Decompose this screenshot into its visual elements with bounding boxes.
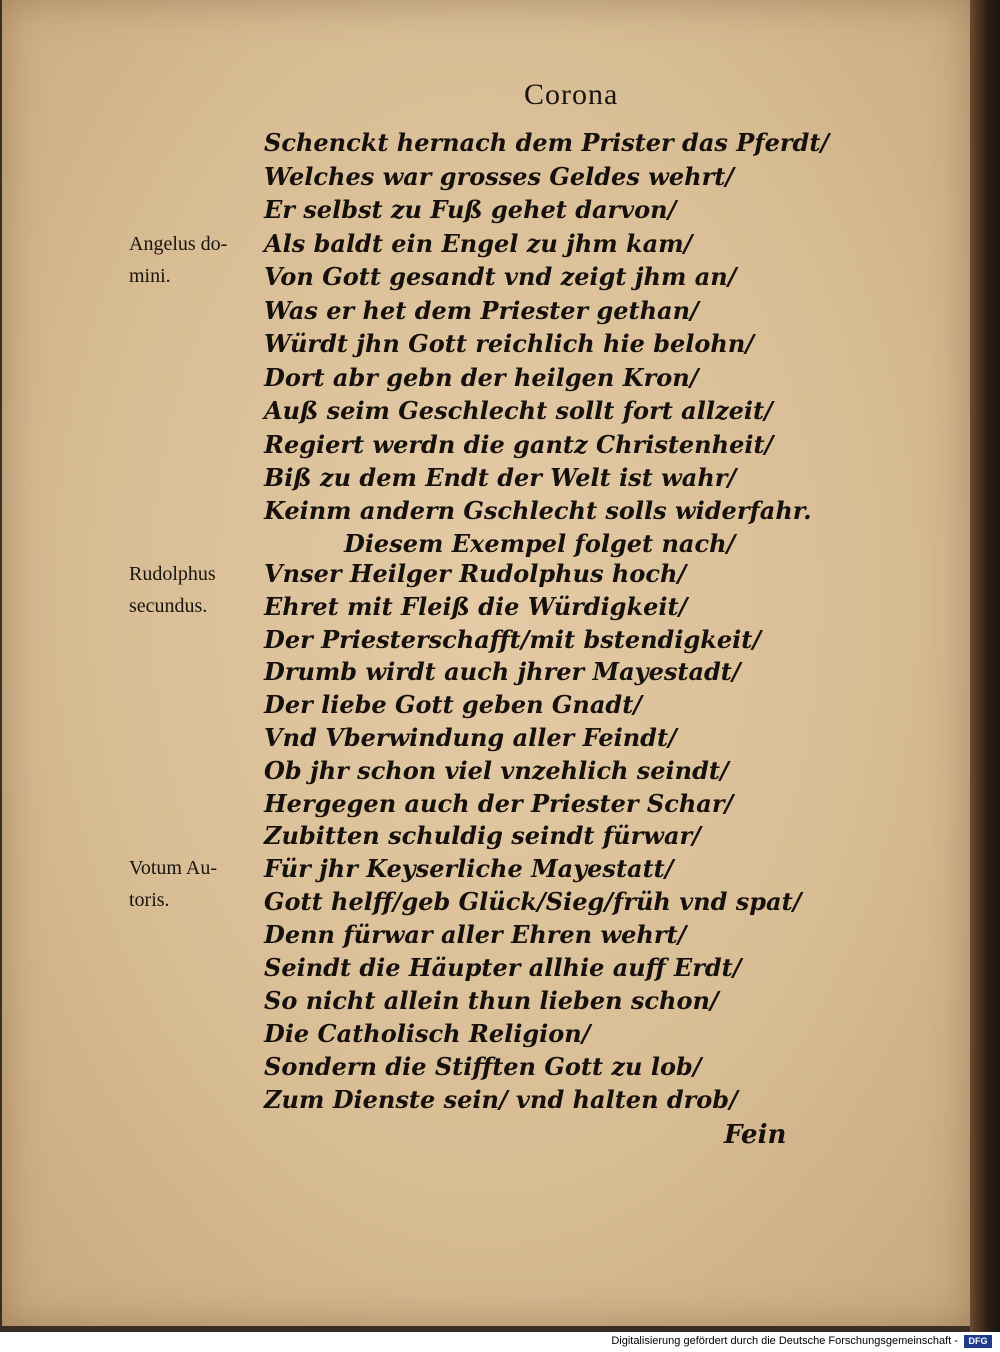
verse-line: Ob jhr schon viel vnzehlich seindt/: [264, 756, 729, 785]
book-edge: [970, 0, 1000, 1332]
verse-line: Auß seim Geschlecht sollt fort allzeit/: [264, 396, 773, 425]
verse-line: Drumb wirdt auch jhrer Mayestadt/: [264, 657, 741, 686]
margin-note-line: toris.: [129, 889, 170, 911]
margin-note-angelus: [129, 228, 227, 292]
verse-line: Seindt die Häupter allhie auff Erdt/: [264, 953, 742, 982]
verse-line: Denn fürwar aller Ehren wehrt/: [264, 920, 687, 949]
verse-line: Keinm andern Gschlecht solls widerfahr.: [264, 496, 812, 525]
margin-note-line: Votum Au-: [129, 857, 217, 879]
verse-line: Regiert werdn die gantz Christenheit/: [264, 430, 774, 459]
verse-line: Als baldt ein Engel zu jhm kam/: [264, 229, 693, 258]
verse-line: Schenckt hernach dem Prister das Pferdt/: [264, 128, 830, 157]
funding-credit: Digitalisierung gefördert durch die Deutsche Forschungsgemeinschaft -: [611, 1335, 958, 1347]
dfg-logo: DFG: [964, 1335, 992, 1348]
verse-line-indented: Diesem Exempel folget nach/: [344, 529, 736, 558]
verse-line: Die Catholisch Religion/: [264, 1019, 591, 1048]
verse-line: Dort abr gebn der heilgen Kron/: [264, 363, 699, 392]
verse-line: Gott helff/geb Glück/Sieg/früh vnd spat/: [264, 887, 802, 916]
verse-line: Zubitten schuldig seindt fürwar/: [264, 821, 701, 850]
margin-note-rudolphus: [129, 558, 216, 622]
verse-line: So nicht allein thun lieben schon/: [264, 986, 719, 1015]
verse-line: Vnser Heilger Rudolphus hoch/: [264, 559, 687, 588]
margin-note-line: Angelus do-: [129, 233, 228, 255]
margin-note-votum: [129, 852, 217, 916]
verse-line: Würdt jhn Gott reichlich hie belohn/: [264, 329, 755, 358]
margin-note-line: secundus.: [129, 595, 208, 617]
verse-line: Zum Dienste sein/ vnd halten drob/: [264, 1085, 738, 1114]
margin-note-line: Rudolphus: [129, 563, 216, 585]
verse-line: Der liebe Gott geben Gnadt/: [264, 690, 643, 719]
catchword: Fein: [724, 1120, 787, 1150]
footer-bar: [0, 1332, 1000, 1352]
margin-note-line: mini.: [129, 265, 171, 287]
verse-line: Von Gott gesandt vnd zeigt jhm an/: [264, 262, 737, 291]
verse-line: Ehret mit Fleiß die Würdigkeit/: [264, 592, 688, 621]
verse-line: Was er het dem Priester gethan/: [264, 296, 699, 325]
verse-line: Er selbst zu Fuß gehet darvon/: [264, 195, 677, 224]
verse-line: Für jhr Keyserliche Mayestatt/: [264, 854, 674, 883]
paper-leaf: [2, 0, 970, 1326]
verse-line: Vnd Vberwindung aller Feindt/: [264, 723, 677, 752]
verse-line: Sondern die Stifften Gott zu lob/: [264, 1052, 702, 1081]
verse-line: Biß zu dem Endt der Welt ist wahr/: [264, 463, 737, 492]
verse-line: Welches war grosses Geldes wehrt/: [264, 162, 735, 191]
verse-line: Der Priesterschafft/mit bstendigkeit/: [264, 625, 762, 654]
running-head: Corona: [524, 78, 619, 111]
verse-line: Hergegen auch der Priester Schar/: [264, 789, 734, 818]
